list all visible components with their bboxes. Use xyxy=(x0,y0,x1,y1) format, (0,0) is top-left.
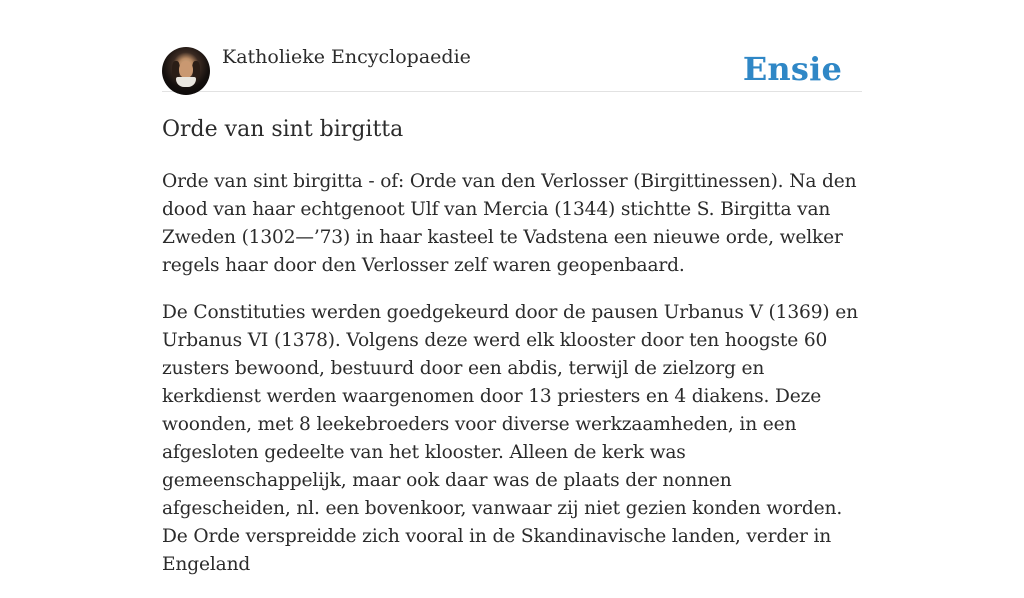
article-paragraph: De Constituties werden goedgekeurd door de pausen Urbanus V (1369) en Urbanus VI (1378). Volgens deze werd elk klooster door ten hoogste 60 zusters bewoond, bestuurd door een abdis, terwijl de zielzorg en kerkdienst werden waargenomen door 13 priesters en 4 diakens. Deze woonden, met 8 leekebroeders voor diverse werkzaamheden, in een afgesloten gedeelte van het klooster. Alleen de kerk was gemeenschappelijk, maar ook daar was de plaats der nonnen afgescheiden, nl. een bovenkoor, vanwaar zij niet gezien konden worden. De Orde verspreidde zich vooral in de Skandinavische landen, verder in Engeland xyxy=(162,302,858,575)
brand-logo[interactable]: Ensie xyxy=(742,50,842,88)
page-title: Orde van sint birgitta xyxy=(162,117,404,142)
article-body xyxy=(162,168,862,598)
page-container xyxy=(162,0,862,575)
avatar-face xyxy=(179,61,193,78)
site-header xyxy=(162,0,862,92)
avatar[interactable] xyxy=(162,47,210,95)
avatar-collar xyxy=(176,77,196,87)
site-title[interactable]: Katholieke Encyclopaedie xyxy=(222,46,471,68)
article-paragraph: Orde van sint birgitta - of: Orde van den Verlosser (Birgittinessen). Na den dood van haar echtgenoot Ulf van Mercia (1344) stichtte S. Birgitta van Zweden (1302—’73) in haar kasteel te Vadstena een nieuwe orde, welker regels haar door den Verlosser zelf waren geopenbaard. xyxy=(162,171,857,276)
